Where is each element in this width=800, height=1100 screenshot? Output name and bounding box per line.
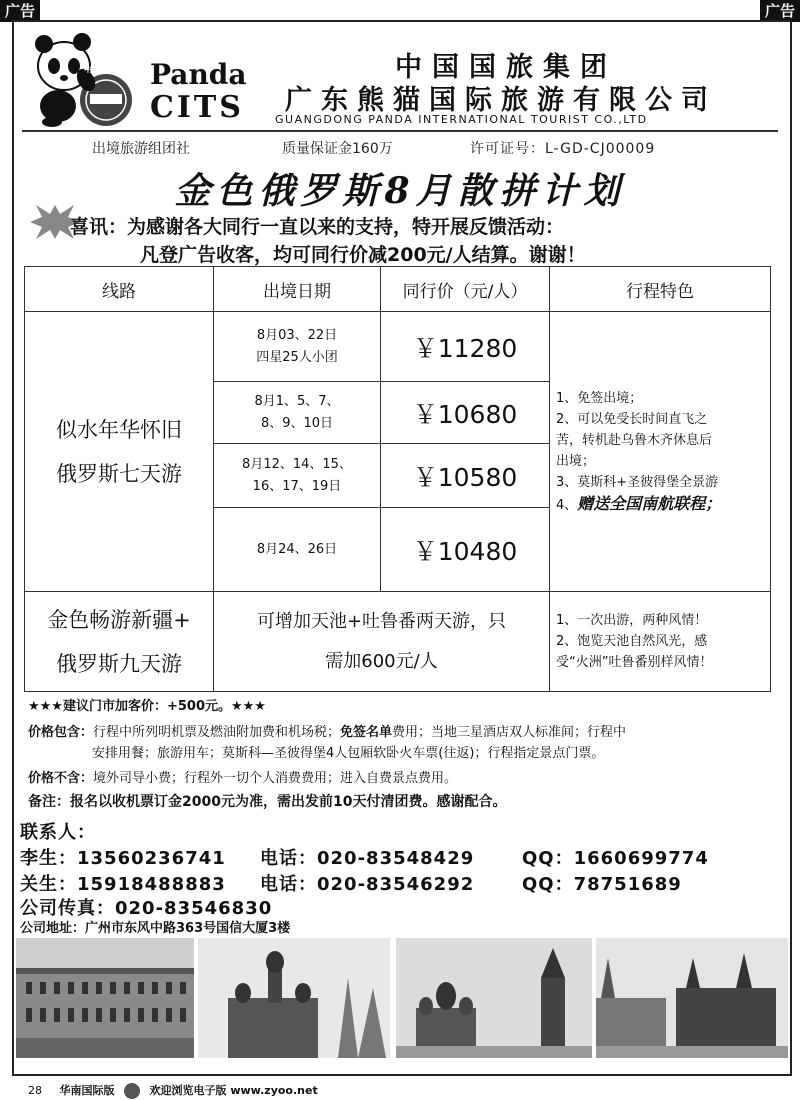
date-cell <box>214 382 381 444</box>
magazine-name: 华南国际版 <box>59 1084 115 1097</box>
contacts-header: 联系人： <box>20 822 96 843</box>
qq-label: QQ： <box>522 848 574 869</box>
date-cell <box>214 508 381 592</box>
news-label: 喜讯： <box>70 216 128 238</box>
page-title: 金色俄罗斯8月散拼计划 <box>174 170 626 212</box>
extra-line: 可增加天池+吐鲁番两天游，只 <box>256 610 507 632</box>
page-number: 28 <box>28 1084 42 1097</box>
include-text: 行程中所列明机票及燃油附加费和机场税； <box>93 725 341 740</box>
table-header-row <box>25 267 771 312</box>
footer <box>28 1082 318 1099</box>
exclude-text: 境外司导小费；行程外一切个人消费费用；进入自费景点费用。 <box>93 771 458 786</box>
contact-name: 关生： <box>20 874 77 895</box>
feature-line: 2、可以免受长时间直飞之 <box>556 411 708 427</box>
date-line: 8月03、22日 <box>256 327 338 343</box>
price-include-cont: 安排用餐；旅游用车；莫斯科—圣彼得堡4人包厢软卧火车票(往返)；行程指定景点门票。 <box>92 746 605 761</box>
route-1-name-line1: 似水年华怀旧 <box>56 417 182 442</box>
tel-label: 电话： <box>260 848 317 869</box>
price-exclude <box>28 768 457 789</box>
price-include <box>28 722 778 743</box>
panda-logo-icon <box>24 28 152 128</box>
news-line-1 <box>70 212 564 239</box>
company-english-name: GUANGDONG PANDA INTERNATIONAL TOURIST CO.,LTD <box>275 113 648 126</box>
route-2-extra <box>214 592 550 692</box>
contact-qq <box>522 844 709 870</box>
date-line: 8月1、5、7、 <box>254 393 340 409</box>
include-bold: 免签名单 <box>340 725 393 740</box>
route-2-name-line1: 金色畅游新疆+ <box>47 607 191 632</box>
info-license: 许可证号：L-GD-CJ00009 <box>470 141 656 157</box>
date-line: 8月24、26日 <box>256 541 338 557</box>
tel-label: 电话： <box>260 874 317 895</box>
kremlin-photo <box>596 938 788 1058</box>
header-price: 同行价（元/人） <box>381 267 550 312</box>
palace-photo <box>16 938 194 1058</box>
price-cell: ￥10580 <box>381 444 550 508</box>
route-2-name <box>25 592 214 692</box>
cathedral-photo <box>198 938 390 1058</box>
table-row <box>25 312 771 382</box>
contact-qq <box>522 870 682 896</box>
company-fax: 公司传真：020-83546830 <box>20 898 273 919</box>
contact-mobile: 13560236741 <box>77 848 226 869</box>
date-line: 16、17、19日 <box>252 478 342 494</box>
ad-tag-right: 广告 <box>760 0 800 22</box>
feature-line: 出境； <box>556 453 596 469</box>
route-1-features <box>550 312 771 592</box>
company-name: 广东熊猫国际旅游有限公司 <box>285 85 717 116</box>
include-label: 价格包含： <box>28 725 94 740</box>
info-group: 出境旅游组团社 <box>92 141 190 157</box>
contact-row <box>20 844 780 870</box>
extra-line: 需加600元/人 <box>325 650 438 672</box>
magazine-logo-icon <box>124 1083 140 1099</box>
feature-line: 受“火洲”吐鲁番别样风情！ <box>556 655 713 670</box>
date-line: 四星25人小团 <box>256 349 338 365</box>
logo-panda-text: Panda <box>150 58 247 91</box>
remark: 备注：报名以收机票订金2000元为准，需出发前10天付清团费。感谢配合。 <box>28 794 507 810</box>
logo-badge-text: 中国国旅 <box>84 65 116 74</box>
feature-line: 苦，转机赴乌鲁木齐休息后 <box>556 432 713 448</box>
route-1-name-line2: 俄罗斯七天游 <box>56 461 182 486</box>
news-line-2: 凡登广告收客，均可同行价减200元/人结算。谢谢！ <box>140 244 586 266</box>
date-line: 8月12、14、15、 <box>242 456 352 472</box>
feature-highlight: 赠送全国南航联程； <box>577 493 722 513</box>
qq-label: QQ： <box>522 874 574 895</box>
contact-tel <box>260 844 474 870</box>
feature-line: 3、莫斯科+圣彼得堡全景游 <box>556 474 719 490</box>
company-address: 公司地址：广州市东风中路363号国信大厦3楼 <box>20 921 291 936</box>
include-text: 费用；当地三星酒店双人标准间；行程中 <box>392 725 627 740</box>
logo-cits-text: CITS <box>150 90 244 125</box>
exclude-label: 价格不含： <box>28 771 94 786</box>
qq-number: 78751689 <box>573 874 682 895</box>
news-text-1: 为感谢各大同行一直以来的支持，特开展反馈活动： <box>127 216 565 238</box>
red-square-photo <box>396 938 592 1058</box>
price-cell: ￥11280 <box>381 312 550 382</box>
tel-number: 020-83548429 <box>317 848 475 869</box>
contact-name: 李生： <box>20 848 77 869</box>
qq-number: 1660699774 <box>573 848 709 869</box>
date-cell <box>214 444 381 508</box>
feature-line: 2、饱览天池自然风光，感 <box>556 634 708 649</box>
feature-prefix: 4、 <box>556 497 578 513</box>
route-2-features <box>550 592 771 692</box>
info-deposit: 质量保证金160万 <box>282 141 393 157</box>
tel-number: 020-83546292 <box>317 874 475 895</box>
ad-tag-left: 广告 <box>0 0 40 22</box>
price-cell: ￥10680 <box>381 382 550 444</box>
route-1-name <box>25 312 214 592</box>
contact-row <box>20 870 780 896</box>
table-row <box>25 592 771 692</box>
feature-line: 1、一次出游，两种风情！ <box>556 613 708 628</box>
suggest-price: ★★★建议门市加客价：+500元。★★★ <box>28 699 266 714</box>
header-rule <box>22 130 778 132</box>
date-cell <box>214 312 381 382</box>
header-route: 线路 <box>25 267 214 312</box>
header-features: 行程特色 <box>550 267 771 312</box>
feature-line <box>556 493 764 516</box>
feature-line: 1、免签出境； <box>556 390 643 406</box>
footer-welcome: 欢迎浏览电子版 www.zyoo.net <box>149 1084 318 1097</box>
contact-tel <box>260 870 474 896</box>
price-cell: ￥10480 <box>381 508 550 592</box>
date-line: 8、9、10日 <box>260 415 334 431</box>
header-date: 出境日期 <box>214 267 381 312</box>
contact-mobile: 15918488883 <box>77 874 226 895</box>
company-group-name: 中国国旅集团 <box>395 52 617 83</box>
routes-table <box>24 266 771 692</box>
route-2-name-line2: 俄罗斯九天游 <box>56 651 182 676</box>
